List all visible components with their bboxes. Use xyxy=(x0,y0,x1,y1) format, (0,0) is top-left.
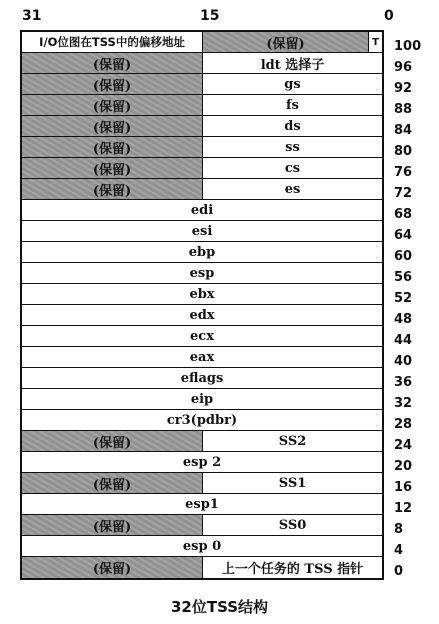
cell-label: es xyxy=(284,181,301,197)
reserved-cell xyxy=(22,74,203,94)
offset-label: 56 xyxy=(394,270,413,285)
cell-label: SS1 xyxy=(278,475,307,491)
field-cell xyxy=(203,431,382,451)
offset-label: 80 xyxy=(394,144,413,159)
tss-row xyxy=(22,200,382,221)
cell-label: I/O位图在TSS中的偏移地址 xyxy=(39,35,185,49)
tss-row xyxy=(22,536,382,557)
cell-label: gs xyxy=(284,76,301,92)
offset-label: 12 xyxy=(394,501,413,516)
field-cell: esi xyxy=(191,223,213,239)
field-cell: esp 0 xyxy=(182,538,222,554)
cell-label: (保留) xyxy=(92,57,132,73)
field-cell: eip xyxy=(190,391,214,407)
field-cell: eax xyxy=(189,349,215,365)
field-cell: cr3(pdbr) xyxy=(166,412,238,428)
field-cell xyxy=(203,95,382,115)
tss-row xyxy=(22,473,382,494)
cell-label: (保留) xyxy=(92,519,132,535)
offset-column xyxy=(394,30,434,579)
field-cell: edi xyxy=(190,202,214,218)
tss-row xyxy=(22,32,382,53)
tss-row xyxy=(22,368,382,389)
field-cell xyxy=(203,53,382,73)
offset-label: 36 xyxy=(394,375,413,390)
tss-row xyxy=(22,116,382,137)
cell-label: (保留) xyxy=(92,120,132,136)
offset-label: 92 xyxy=(394,81,413,96)
cell-label: (保留) xyxy=(266,36,305,52)
tss-row xyxy=(22,389,382,410)
reserved-cell xyxy=(22,116,203,136)
cell-label: (保留) xyxy=(92,435,132,451)
field-cell: eflags xyxy=(180,370,224,386)
tss-row xyxy=(22,557,382,578)
offset-label: 48 xyxy=(394,312,413,327)
tss-row xyxy=(22,179,382,200)
tss-row xyxy=(22,137,382,158)
cell-label: (保留) xyxy=(92,99,132,115)
tss-row xyxy=(22,263,382,284)
tss-row xyxy=(22,452,382,473)
reserved-cell xyxy=(203,32,368,52)
field-cell xyxy=(203,179,382,199)
offset-label: 68 xyxy=(394,207,413,222)
tss-row xyxy=(22,431,382,452)
cell-label: (保留) xyxy=(92,78,132,94)
offset-label: 52 xyxy=(394,291,413,306)
offset-label: 4 xyxy=(394,543,404,558)
offset-label: 8 xyxy=(394,522,404,537)
cell-label: fs xyxy=(286,97,299,113)
reserved-cell xyxy=(22,95,203,115)
figure-caption: 32位TSS结构 xyxy=(170,598,269,616)
reserved-cell xyxy=(22,515,203,535)
tss-row xyxy=(22,305,382,326)
offset-label: 100 xyxy=(394,39,422,54)
cell-label: (保留) xyxy=(92,141,132,157)
field-cell xyxy=(203,74,382,94)
cell-label: ds xyxy=(284,118,301,134)
offset-label: 60 xyxy=(394,249,413,264)
field-cell xyxy=(203,515,382,535)
reserved-cell xyxy=(22,431,203,451)
field-cell xyxy=(203,557,382,578)
t-bit-cell: T xyxy=(368,32,382,52)
tss-row xyxy=(22,221,382,242)
offset-label: 72 xyxy=(394,186,413,201)
bit-31-label: 31 xyxy=(22,8,42,24)
cell-label: ss xyxy=(285,139,300,155)
field-cell xyxy=(203,116,382,136)
bit-15-label: 15 xyxy=(200,8,220,24)
tss-row xyxy=(22,242,382,263)
cell-label: 上一个任务的 TSS 指针 xyxy=(221,562,364,577)
offset-label: 16 xyxy=(394,480,413,495)
cell-label: SS2 xyxy=(278,433,307,449)
field-cell: esp 2 xyxy=(182,454,222,470)
offset-label: 0 xyxy=(394,564,404,579)
tss-structure-table xyxy=(20,30,384,580)
cell-label: (保留) xyxy=(92,183,132,199)
field-cell: ebx xyxy=(189,286,215,302)
tss-row xyxy=(22,53,382,74)
field-cell xyxy=(203,158,382,178)
field-cell: esp xyxy=(189,265,215,281)
cell-label: (保留) xyxy=(92,562,132,577)
tss-row xyxy=(22,326,382,347)
tss-row xyxy=(22,515,382,536)
field-cell: esp1 xyxy=(185,496,219,512)
tss-row xyxy=(22,284,382,305)
reserved-cell xyxy=(22,158,203,178)
reserved-cell xyxy=(22,557,203,578)
reserved-cell xyxy=(22,473,203,493)
bit-0-label: 0 xyxy=(384,8,394,24)
offset-label: 28 xyxy=(394,417,413,432)
field-cell xyxy=(203,473,382,493)
reserved-cell xyxy=(22,179,203,199)
cell-label: (保留) xyxy=(92,477,132,493)
cell-label: ldt 选择子 xyxy=(260,57,325,73)
io-map-offset-cell xyxy=(22,32,203,52)
tss-row xyxy=(22,158,382,179)
offset-label: 76 xyxy=(394,165,413,180)
field-cell xyxy=(203,137,382,157)
field-cell: ebp xyxy=(188,244,216,260)
cell-label: cs xyxy=(284,160,301,176)
tss-row xyxy=(22,74,382,95)
cell-label: (保留) xyxy=(92,162,132,178)
reserved-cell xyxy=(22,137,203,157)
reserved-cell xyxy=(22,53,203,73)
offset-label: 96 xyxy=(394,60,413,75)
field-cell: edx xyxy=(189,307,215,323)
offset-label: 20 xyxy=(394,459,413,474)
tss-row xyxy=(22,347,382,368)
cell-label: SS0 xyxy=(278,517,307,533)
tss-row xyxy=(22,95,382,116)
offset-label: 44 xyxy=(394,333,413,348)
tss-row xyxy=(22,494,382,515)
offset-label: 24 xyxy=(394,438,413,453)
offset-label: 32 xyxy=(394,396,413,411)
offset-label: 84 xyxy=(394,123,413,138)
offset-label: 88 xyxy=(394,102,413,117)
offset-label: 40 xyxy=(394,354,413,369)
field-cell: ecx xyxy=(190,328,214,344)
tss-row xyxy=(22,410,382,431)
offset-label: 64 xyxy=(394,228,413,243)
